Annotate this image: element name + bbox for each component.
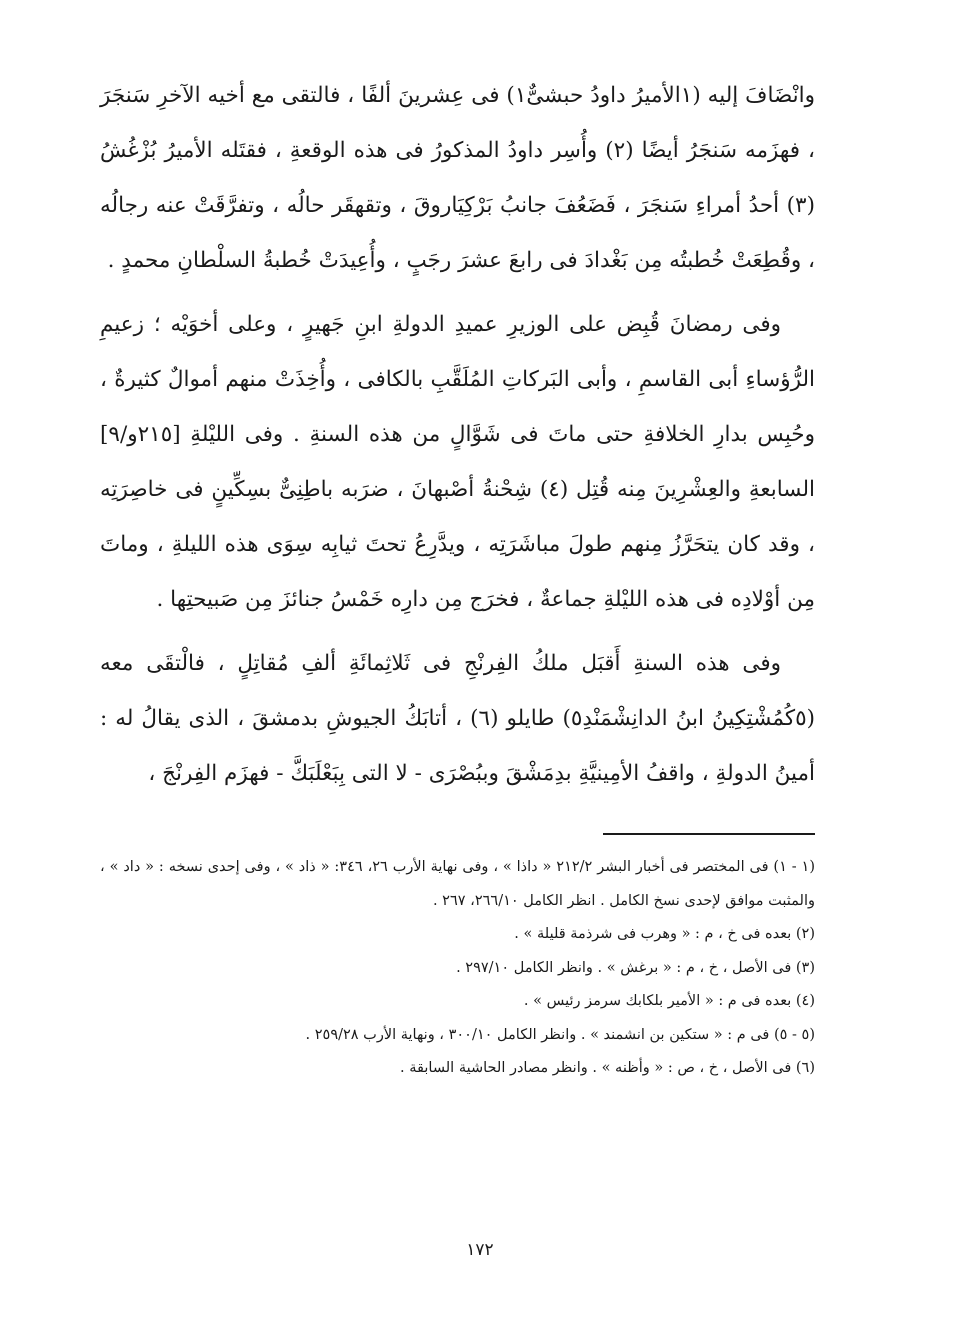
footnote-1: (١ - ١) فى المختصر فى أخبار البشر ٢١٢/٢ « داذا » ، وفى نهاية الأرب ٢٦، ٣٤٦: « ذاد » ، وفى إحدى نسخه : « داد » ، والمثبت موافق لإحدى نسخ الكامل . انظر الكامل ٢٦٦/١٠، ٢٦٧ .: [100, 859, 816, 909]
paragraph-3: وفى هذه السنةِ أَقبَل ملكُ الفِرنْجِ فى ثَلاثِمائَةِ ألفِ مُقاتِلٍ ، فالْتقَى معه (٥كُمُشْتِكِينُ ابنُ الدانِشْمَنْدِ٥) طايلو (٦) ، أتابَكُ الجيوشِ بدمشقَ ، الذى يقالُ له : أمينُ الدولةِ ، واقفُ الأمِينيَّةِ بدِمَشْقَ وببُصْرَى - لا التى بِبَعْلَبَكَّ - فهزَم الفِرنْجَ ،: [100, 651, 816, 786]
footnote-3: (٣) فى الأصل ، خ ، م : « برغش » . وانظر الكامل ٢٩٧/١٠ .: [456, 959, 815, 976]
book-page: [100, 68, 815, 1298]
paragraph-2: وفى رمضانَ قُبِض على الوزيرِ عميدِ الدولةِ ابنِ جَهيرٍ ، وعلى أخوَيْه ؛ زعيمِ الرُّؤساءِ أبى القاسمِ ، وأبى البَركاتِ المُلَقَّبِ بالكافى ، وأُخِذَتْ منهم أموالٌ كثيرةٌ ، وحُبِس بدارِ الخلافةِ حتى ماتَ فى شَوَّالٍ من هذه السنةِ . وفى الليْلةِ [٢١٥و/٩] السابعةِ والعِشْرِينَ مِنه قُتِل (٤) شِحْنةُ أصْبهانَ ، ضرَبه باطِنِىٌّ بسِكِّينٍ فى خاصِرَتِه ، وقد كان يتحَرَّزُ مِنهم طولَ مباشَرَتِه ، ويدَّرِعُ تحتَ ثيابِه سِوَى هذه الليلةِ ، وماتَ مِن أوْلادِه فى هذه الليْلةِ جماعةٌ ، فخرَج مِن دارِه خَمْسُ جنائزَ مِن صَبيحتِها .: [100, 312, 815, 612]
footnote-4: (٤) بعده فى م : « الأمير بلكابك سرمز رئيس » .: [523, 993, 815, 1009]
footnotes: [100, 851, 815, 1086]
footnote-separator: [603, 833, 815, 835]
page-number: ١٧٢: [466, 1240, 494, 1260]
main-text: [100, 68, 815, 801]
footnote-2: (٢) بعده فى خ ، م : « وهرب فى شرذمة قليلة » .: [514, 926, 815, 942]
footnote-5: (٥ - ٥) فى م : « ستكين بن انشمند » . وانظر الكامل ٣٠٠/١٠ ، ونهاية الأرب ٢٥٩/٢٨ .: [305, 1026, 815, 1043]
paragraph-1: وانْضَافَ إليه (١الأميرُ داودُ حبشىٌّ١) فى عِشرينَ ألفًا ، فالتقى مع أخيه الآخرِ سَنجَرَ ، فهزَمه سَنجَرُ أيضًا (٢) وأُسِر داودُ المذكورُ فى هذه الوقعةِ ، فقتَله الأميرُ بُزْغُشُ (٣) أحدُ أمراءِ سَنجَرَ ، فَضَعُفَ جانبُ بَرْكِيَاروقَ ، وتقهقَر حالُه ، وتفرَّقَتْ عنه رجالُه ، وقُطِعَتْ خُطبتُه مِن بَغْدادَ فى رابعَ عشرَ رجَبٍ ، وأُعِيدَتْ خُطبةُ السلْطانِ محمدٍ .: [100, 83, 815, 273]
footnote-6: (٦) فى الأصل ، خ ، ص : « وأظنه » . وانظر مصادر الحاشية السابقة .: [400, 1060, 815, 1076]
